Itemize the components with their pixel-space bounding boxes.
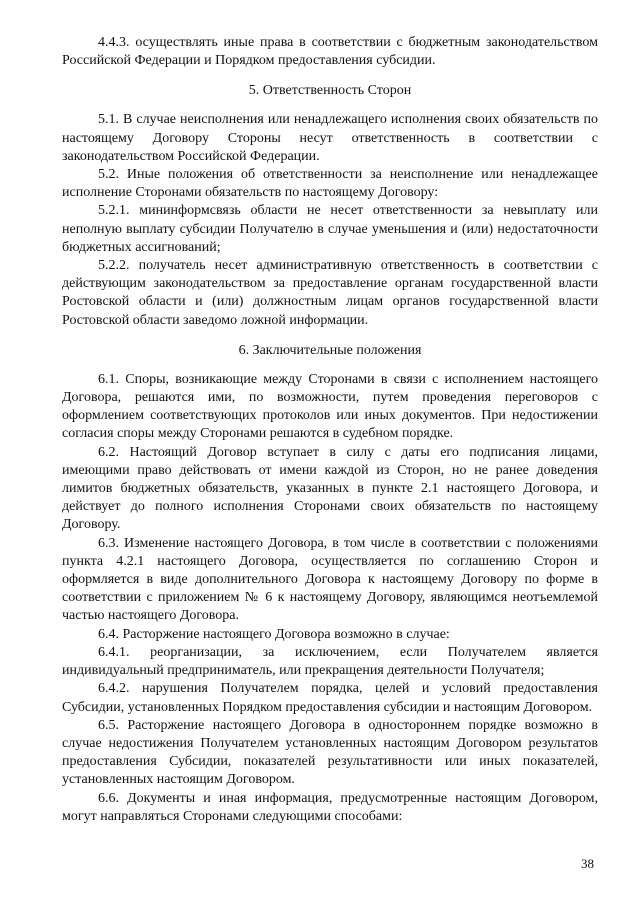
paragraph-4-4-3: 4.4.3. осуществлять иные права в соответствии с бюджетным законодательством Российской Федерации и Порядком предоставления субсидии. (62, 35, 598, 69)
paragraph-6-1: 6.1. Споры, возникающие между Сторонами в связи с исполнением настоящего Договора, решаются ими, по возможности, путем проведения переговоров с оформлением соответствующих протоколов или иных документов. При недостижении согласия споры между Сторонами решаются в судебном порядке. (62, 371, 598, 442)
paragraph-5-2: 5.2. Иные положения об ответственности за неисполнение или ненадлежащее исполнение Сторонами обязательств по настоящему Договору: (62, 167, 598, 201)
paragraph-5-2-2: 5.2.2. получатель несет административную ответственность в соответствии с действующим законодательством за предоставление органам государственной власти Ростовской области и (или) должностным лицам органов государственной власти Ростовской области заведомо ложной информации. (62, 258, 598, 328)
paragraph-6-3: 6.3. Изменение настоящего Договора, в том числе в соответствии с положениями пункта 4.2.1 настоящего Договора, осуществляется по соглашению Сторон и оформляется в виде дополнительного Договора к настоящему Договору по форме в соответствии с приложением № 6 к настоящему Договору, являющимся неотъемлемой частью настоящего Договора. (62, 535, 598, 624)
page-number: 38 (581, 856, 594, 871)
paragraph-6-4: 6.4. Расторжение настоящего Договора возможно в случае: (98, 626, 450, 642)
paragraph-6-4-2: 6.4.2. нарушения Получателем порядка, целей и условий предоставления Субсидии, установленных Порядком предоставления субсидии и настоящим Договором. (62, 681, 598, 715)
paragraph-6-6: 6.6. Документы и иная информация, предусмотренные настоящим Договором, могут направляться Сторонами следующими способами: (62, 790, 598, 824)
paragraph-6-2: 6.2. Настоящий Договор вступает в силу с даты его подписания лицами, имеющими право действовать от имени каждой из Сторон, но не ранее доведения лимитов бюджетных обязательств, указанных в пункте 2.1 настоящего Договора, и действует до полного исполнения Сторонами своих обязательств по настоящему Договору. (62, 444, 598, 533)
section-6-heading: 6. Заключительные положения (238, 342, 422, 358)
paragraph-5-1: 5.1. В случае неисполнения или ненадлежащего исполнения своих обязательств по настоящему Договору Стороны несут ответственность в соответствии с законодательством Российской Федерации. (62, 112, 598, 164)
paragraph-5-2-1: 5.2.1. мининформсвязь области не несет ответственности за невыплату или неполную выплату субсидии Получателю в случае уменьшения и (или) недостаточности бюджетных ассигнований; (62, 203, 598, 255)
paragraph-6-5: 6.5. Расторжение настоящего Договора в одностороннем порядке возможно в случае недостижения Получателем установленных настоящим Договором результатов предоставления Субсидии, показателей результативности или иных показателей, установленных настоящим Договором. (62, 717, 598, 788)
paragraph-6-4-1: 6.4.1. реорганизации, за исключением, если Получателем является индивидуальный предприниматель, или прекращения деятельности Получателя; (62, 644, 598, 679)
section-5-heading: 5. Ответственность Сторон (248, 83, 412, 99)
